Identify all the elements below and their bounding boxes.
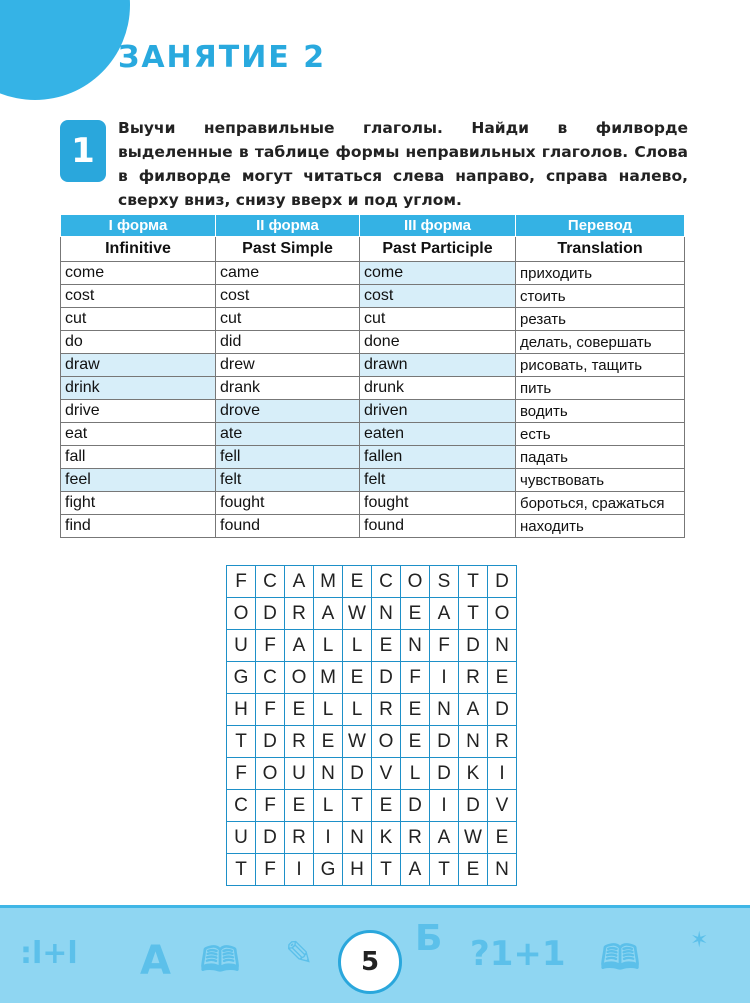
table-row (61, 308, 685, 331)
page-number: 5 (338, 930, 402, 994)
verb-form-cell: done (360, 331, 516, 354)
word-search-cell: T (227, 854, 256, 886)
word-search-cell: K (372, 822, 401, 854)
table-row (61, 515, 685, 538)
word-search-cell: E (285, 694, 314, 726)
table-header-ru (61, 215, 685, 237)
verb-form-cell: come (61, 262, 216, 285)
table-row (61, 377, 685, 400)
word-search-cell: D (343, 758, 372, 790)
word-search-cell: E (401, 694, 430, 726)
word-search-cell: F (227, 566, 256, 598)
word-search-cell: N (372, 598, 401, 630)
word-search-cell: E (401, 726, 430, 758)
word-search-cell: F (401, 662, 430, 694)
table-body (61, 262, 685, 538)
word-search-cell: S (430, 566, 459, 598)
translation-cell: водить (516, 400, 685, 423)
translation-cell: находить (516, 515, 685, 538)
col-header-ru: II форма (216, 215, 360, 237)
word-search-cell: F (256, 694, 285, 726)
translation-cell: падать (516, 446, 685, 469)
word-search-cell: N (314, 758, 343, 790)
word-search-cell: A (285, 630, 314, 662)
verb-form-cell: eaten (360, 423, 516, 446)
verb-form-cell: draw (61, 354, 216, 377)
verb-form-cell: fallen (360, 446, 516, 469)
word-search-cell: R (488, 726, 517, 758)
word-search-cell: D (372, 662, 401, 694)
col-header-ru: III форма (360, 215, 516, 237)
verb-form-cell: cost (216, 285, 360, 308)
verb-form-cell: did (216, 331, 360, 354)
word-search-cell: R (285, 726, 314, 758)
verb-form-cell: drive (61, 400, 216, 423)
word-search-cell: L (343, 694, 372, 726)
word-search-cell: A (401, 854, 430, 886)
word-search-cell: E (285, 790, 314, 822)
doodle-math-icon: :l+l (20, 936, 78, 971)
word-search-cell: D (488, 694, 517, 726)
word-search-cell: F (256, 854, 285, 886)
word-search-cell: F (227, 758, 256, 790)
word-search-cell: O (401, 566, 430, 598)
word-search-cell: N (488, 630, 517, 662)
translation-cell: стоить (516, 285, 685, 308)
word-search-cell: T (372, 854, 401, 886)
col-header-ru: I форма (61, 215, 216, 237)
word-search-cell: K (459, 758, 488, 790)
word-search-cell: L (314, 630, 343, 662)
verb-form-cell: felt (216, 469, 360, 492)
word-search-cell: O (256, 758, 285, 790)
word-search-cell: N (430, 694, 459, 726)
verb-form-cell: cut (61, 308, 216, 331)
word-search-cell: G (227, 662, 256, 694)
translation-cell: приходить (516, 262, 685, 285)
doodle-letter-icon: A (140, 938, 171, 984)
word-search-cell: O (227, 598, 256, 630)
verb-form-cell: fall (61, 446, 216, 469)
verb-form-cell: drove (216, 400, 360, 423)
word-search-cell: E (343, 662, 372, 694)
verb-form-cell: do (61, 331, 216, 354)
col-header-en: Infinitive (61, 237, 216, 262)
word-search-cell: I (430, 790, 459, 822)
word-search-cell: L (401, 758, 430, 790)
doodle-pencil-icon: ✎ (285, 934, 314, 974)
col-header-en: Past Simple (216, 237, 360, 262)
verb-form-cell: drunk (360, 377, 516, 400)
word-search-cell: A (314, 598, 343, 630)
table-row (61, 400, 685, 423)
table-header-en (61, 237, 685, 262)
word-search-cell: N (488, 854, 517, 886)
word-search-cell: E (314, 726, 343, 758)
word-search-cell: T (430, 854, 459, 886)
verb-form-cell: fight (61, 492, 216, 515)
word-search-cell: I (314, 822, 343, 854)
word-search-cell: C (256, 662, 285, 694)
word-search-cell: F (256, 790, 285, 822)
word-search-cell: E (372, 630, 401, 662)
word-search-cell: T (343, 790, 372, 822)
verb-form-cell: feel (61, 469, 216, 492)
verb-form-cell: come (360, 262, 516, 285)
verb-form-cell: fell (216, 446, 360, 469)
word-search-cell: N (343, 822, 372, 854)
word-search-cell: F (430, 630, 459, 662)
word-search-cell: L (343, 630, 372, 662)
word-search-cell: C (256, 566, 285, 598)
word-search-cell: E (372, 790, 401, 822)
table-row (61, 423, 685, 446)
word-search-cell: U (285, 758, 314, 790)
word-search-cell: I (430, 662, 459, 694)
word-search-cell: D (256, 822, 285, 854)
word-search-cell: V (488, 790, 517, 822)
doodle-star-icon: ✶ (690, 928, 709, 953)
word-search-cell: R (285, 822, 314, 854)
translation-cell: пить (516, 377, 685, 400)
header-arc (0, 0, 130, 100)
doodle-book-icon: 🕮 (600, 938, 641, 978)
word-search-cell: I (285, 854, 314, 886)
translation-cell: чувствовать (516, 469, 685, 492)
word-search-cell: D (430, 726, 459, 758)
verb-form-cell: cost (61, 285, 216, 308)
word-search-cell: D (401, 790, 430, 822)
verb-form-cell: drank (216, 377, 360, 400)
word-search-cell: R (401, 822, 430, 854)
word-search-cell: T (459, 598, 488, 630)
word-search-cell: O (372, 726, 401, 758)
word-search-cell: R (372, 694, 401, 726)
word-search-cell: D (459, 790, 488, 822)
word-search-cell: W (459, 822, 488, 854)
word-search-cell: D (256, 598, 285, 630)
word-search-cell: E (343, 566, 372, 598)
word-search-cell: E (488, 662, 517, 694)
word-search-cell: F (256, 630, 285, 662)
verb-form-cell: drawn (360, 354, 516, 377)
word-search-cell: N (459, 726, 488, 758)
verb-form-cell: eat (61, 423, 216, 446)
verb-form-cell: drink (61, 377, 216, 400)
table-row (61, 262, 685, 285)
word-search-cell: A (459, 694, 488, 726)
translation-cell: резать (516, 308, 685, 331)
translation-cell: делать, совершать (516, 331, 685, 354)
table-row (61, 446, 685, 469)
table-row (61, 469, 685, 492)
word-search-cell: E (401, 598, 430, 630)
table-row (61, 354, 685, 377)
verb-form-cell: found (216, 515, 360, 538)
word-search-grid (226, 565, 517, 886)
table-row (61, 285, 685, 308)
verb-form-cell: drew (216, 354, 360, 377)
word-search-cell: D (488, 566, 517, 598)
translation-cell: рисовать, тащить (516, 354, 685, 377)
translation-cell: есть (516, 423, 685, 446)
verb-form-cell: driven (360, 400, 516, 423)
word-search-cell: A (430, 822, 459, 854)
doodle-letter-icon: Б (415, 918, 443, 959)
word-search-cell: M (314, 662, 343, 694)
verb-form-cell: felt (360, 469, 516, 492)
table-row (61, 331, 685, 354)
doodle-math-icon: ?1+1 (470, 934, 566, 974)
word-search-cell: L (314, 694, 343, 726)
verb-form-cell: cut (360, 308, 516, 331)
word-search-cell: M (314, 566, 343, 598)
col-header-en: Past Participle (360, 237, 516, 262)
col-header-ru: Перевод (516, 215, 685, 237)
word-search-cell: T (227, 726, 256, 758)
verb-form-cell: cut (216, 308, 360, 331)
exercise-instruction: Выучи неправильные глаголы. Найди в филворде выделенные в таблице формы неправильных глаголов. Слова в филворде могут читаться слева направо, справа налево, сверху вниз, снизу вверх и под углом. (118, 119, 688, 209)
word-search-cell: O (285, 662, 314, 694)
word-search-cell: R (285, 598, 314, 630)
word-search-cell: T (459, 566, 488, 598)
word-search-cell: A (430, 598, 459, 630)
word-search-cell: O (488, 598, 517, 630)
verb-form-cell: came (216, 262, 360, 285)
word-search-cell: I (488, 758, 517, 790)
word-search-cell: E (459, 854, 488, 886)
word-search-cell: R (459, 662, 488, 694)
verb-form-cell: find (61, 515, 216, 538)
exercise-number-badge: 1 (60, 120, 106, 182)
verb-form-cell: found (360, 515, 516, 538)
word-search-cell: A (285, 566, 314, 598)
verb-form-cell: ate (216, 423, 360, 446)
word-search-cell: U (227, 822, 256, 854)
word-search-cell: V (372, 758, 401, 790)
word-search-cell: N (401, 630, 430, 662)
verb-form-cell: fought (360, 492, 516, 515)
word-search-cell: C (372, 566, 401, 598)
word-search-cell: E (488, 822, 517, 854)
lesson-title: ЗАНЯТИЕ 2 (118, 40, 327, 75)
word-search-cell: D (256, 726, 285, 758)
verb-form-cell: cost (360, 285, 516, 308)
word-search-cell: D (430, 758, 459, 790)
col-header-en: Translation (516, 237, 685, 262)
word-search-cell: D (459, 630, 488, 662)
word-search-cell: C (227, 790, 256, 822)
word-search-cell: W (343, 598, 372, 630)
word-search-cell: G (314, 854, 343, 886)
table-row (61, 492, 685, 515)
word-search-cell: H (343, 854, 372, 886)
irregular-verbs-table (60, 214, 685, 538)
verb-form-cell: fought (216, 492, 360, 515)
translation-cell: бороться, сражаться (516, 492, 685, 515)
word-search-cell: H (227, 694, 256, 726)
doodle-book-icon: 🕮 (200, 940, 241, 980)
word-search-cell: W (343, 726, 372, 758)
word-search-cell: L (314, 790, 343, 822)
word-search-cell: U (227, 630, 256, 662)
